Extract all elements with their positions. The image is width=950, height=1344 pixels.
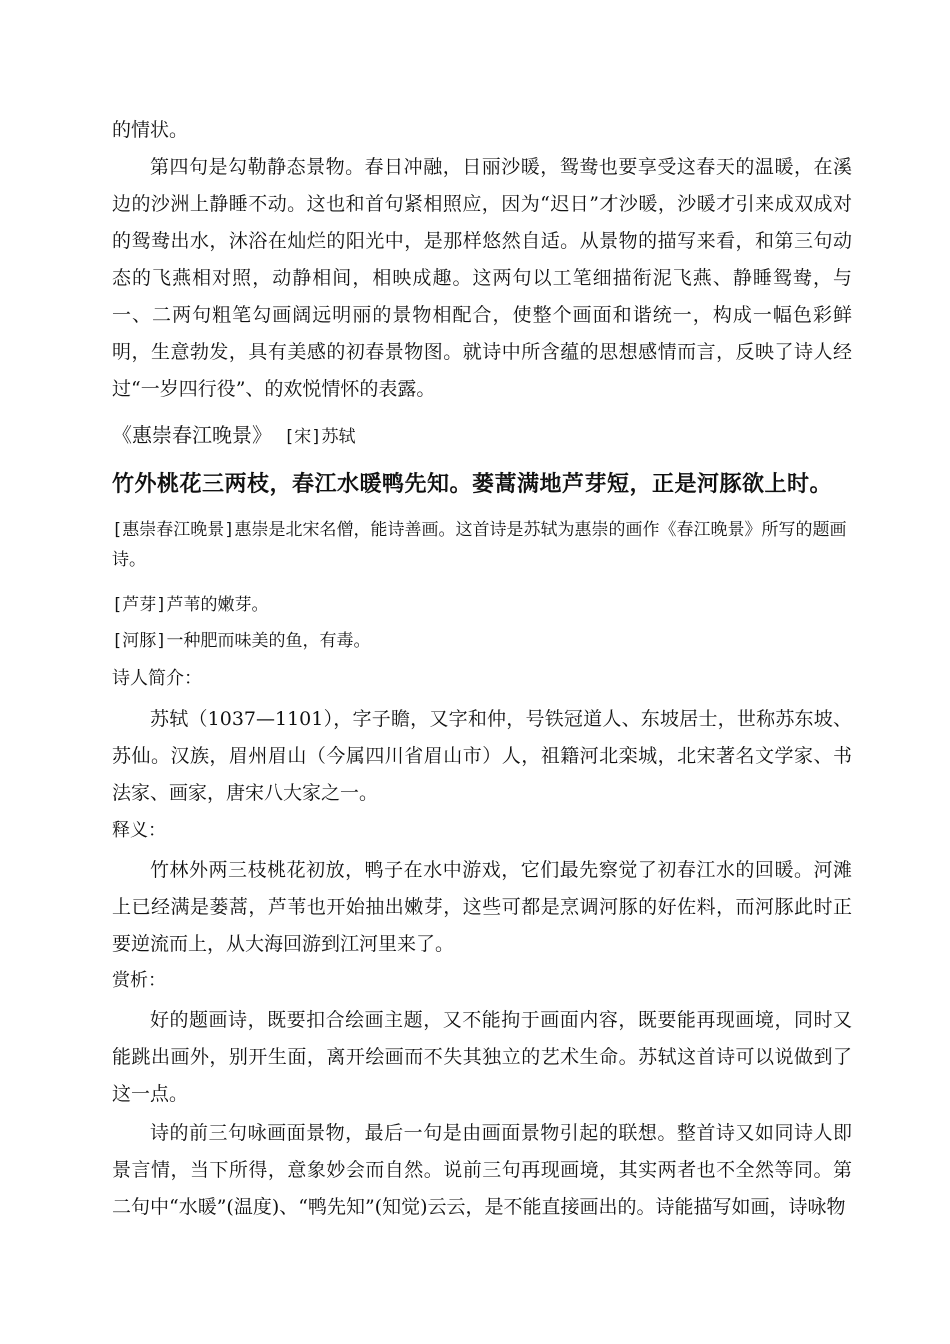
paragraph-fourth-line-analysis: 第四句是勾勒静态景物。春日冲融，日丽沙暖，鸳鸯也要享受这春天的温暖，在溪边的沙洲上静睡不动。这也和首句紧相照应，因为“迟日”才沙暖，沙暖才引来成双成对的鸳鸯出水，沐浴在灿烂的阳光中，是那样悠然自适。从景物的描写来看，和第三句动态的飞燕相对照，动静相间，相映成趣。这两句以工笔细描衔泥飞燕、静睡鸳鸯，与一、二两句粗笔勾画阔远明丽的景物相配合，使整个画面和谐统一，构成一幅色彩鲜明，生意勃发，具有美感的初春景物图。就诗中所含蕴的思想感情而言，反映了诗人经过“一岁四行役”、的欢悦情怀的表露。 xyxy=(112,156,852,400)
note-title: [惠崇春江晚景]惠崇是北宋名僧，能诗善画。这首诗是苏轼为惠崇的画作《春江晚景》所写的题画诗。 xyxy=(112,520,847,570)
label-poet-bio: 诗人简介： xyxy=(112,668,202,689)
poem-title: 《惠崇春江晚景》 xyxy=(112,423,272,447)
note-luya: [芦芽]芦苇的嫩芽。 xyxy=(112,595,269,615)
poem-author: [宋]苏轼 xyxy=(284,427,356,447)
paragraph-analysis-1: 好的题画诗，既要扣合绘画主题，又不能拘于画面内容，既要能再现画境，同时又能跳出画外，别开生面，离开绘画而不失其独立的艺术生命。苏轼这首诗可以说做到了这一点。 xyxy=(112,1009,852,1105)
paragraph-analysis-2: 诗的前三句咏画面景物，最后一句是由画面景物引起的联想。整首诗又如同诗人即景言情，当下所得，意象妙会而自然。说前三句再现画境，其实两者也不全然等同。第二句中“水暖”(温度)、“鸭先知”(知觉)云云，是不能直接画出的。诗能描写如画，诗咏物 xyxy=(112,1122,852,1218)
label-analysis: 赏析： xyxy=(112,970,166,991)
paragraph-poet-bio: 苏轼（1037—1101），字子瞻，又字和仲，号铁冠道人、东坡居士，世称苏东坡、苏仙。汉族，眉州眉山（今属四川省眉山市）人，祖籍河北栾城，北宋著名文学家、书法家、画家，唐宋八大家之一。 xyxy=(112,708,852,804)
label-meaning: 释义： xyxy=(112,820,166,841)
poem-text: 竹外桃花三两枝，春江水暖鸭先知。蒌蒿满地芦芽短，正是河豚欲上时。 xyxy=(112,472,833,497)
paragraph-continuation: 的情状。 xyxy=(112,119,189,141)
note-hetun: [河豚]一种肥而味美的鱼，有毒。 xyxy=(112,631,371,651)
poem-heading xyxy=(112,420,356,452)
paragraph-meaning: 竹林外两三枝桃花初放，鸭子在水中游戏，它们最先察觉了初春江水的回暖。河滩上已经满是蒌蒿，芦苇也开始抽出嫩芽，这些可都是烹调河豚的好佐料，而河豚此时正要逆流而上，从大海回游到江河里来了。 xyxy=(112,859,852,955)
